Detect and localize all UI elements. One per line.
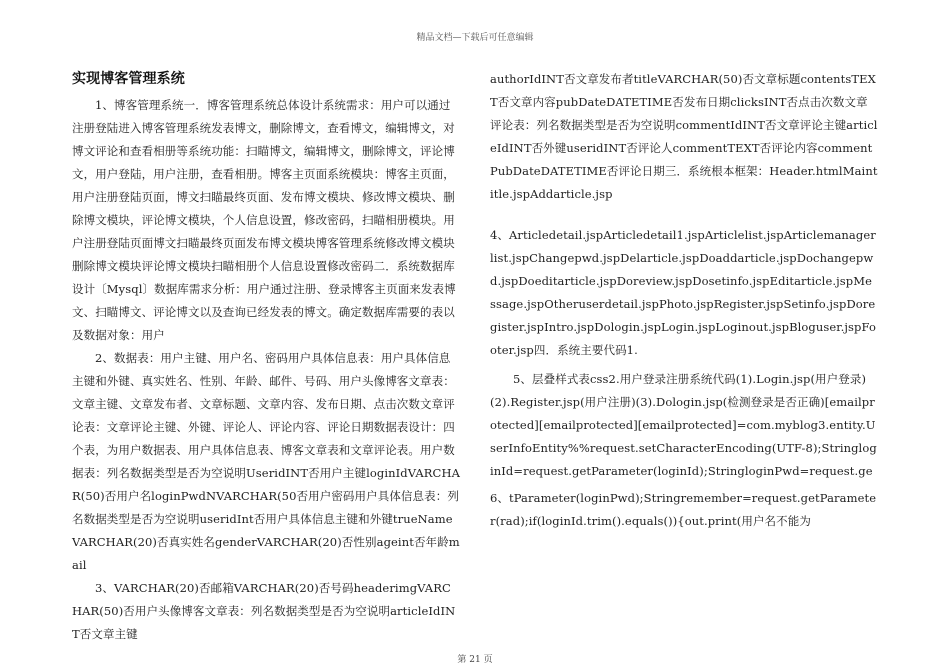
left-column: [72, 68, 460, 646]
paragraph-4: 4、Articledetail.jspArticledetail1.jspArticlelist.jspArticlemanagerlist.jspChangepwd.jspDelarticle.jspDoaddarticle.jspDochangepwd.jspDoeditarticle.jspDoreview.jspDosetinfo.jspEditarticle.jspMessage.jspOtheruserdetail.jspPhoto.jspRegister.jspSetinfo.jspDoregister.jspIntro.jspDologin.jspLogin.jspLoginout.jspBloguser.jspFooter.jsp四．系统主要代码1.: [490, 228, 876, 357]
paragraph-2: 2、数据表：用户主键、用户名、密码用户具体信息表：用户具体信息主键和外键、真实姓名、性别、年龄、邮件、号码、用户头像博客文章表：文章主键、文章发布者、文章标题、文章内容、发布日期、点击次数文章评论表：文章评论主键、外键、评论人、评论内容、评论日期数据表设计：四个表，为用户数据表、用户具体信息表、博客文章表和文章评论表。用户数据表：列名数据类型是否为空说明UseridINT否用户主键loginIdVARCHAR(50)否用户名loginPwdNVARCHAR(50否用户密码用户具体信息表：列名数据类型是否为空说明useridInt否用户具体信息主键和外键trueNameVARCHAR(20)否真实姓名genderVARCHAR(20)否性别ageint否年龄mail: [72, 351, 460, 572]
paragraph-6: 6、tParameter(loginPwd);Stringremember=request.getParameter(rad);if(loginId.trim().equals()){out.print(用户名不能为: [490, 491, 877, 528]
page-number: 第 21 页: [457, 655, 493, 665]
right-column: [490, 68, 878, 533]
paragraph-5: 5、层叠样式表css2.用户登录注册系统代码(1).Login.jsp(用户登录)(2).Register.jsp(用户注册)(3).Dologin.jsp(检测登录是否正确)[emailprotected][emailprotected][emailprotected]=com.myblog3.entity.UserInfoEntity%%request.setCharacterEncoding(UTF-8);StringloginId=request.getParameter(loginId);StringloginPwd=request.ge: [490, 372, 877, 478]
page-header: 精品文档—下载后可任意编辑: [416, 33, 534, 43]
paragraph-continuation: authorIdINT否文章发布者titleVARCHAR(50)否文章标题contentsTEXT否文章内容pubDateDATETIME否发布日期clicksINT否点击次数文章评论表：列名数据类型是否为空说明commentIdINT否文章评论主键articleIdINT否外键useridINT否评论人commentTEXT否评论内容commentPubDateDATETIME否评论日期三．系统根本框架：Header.htmlMaintitle.jspAddarticle.jsp: [490, 72, 878, 201]
document-title: 实现博客管理系统: [72, 71, 185, 87]
paragraph-1: 1、博客管理系统一．博客管理系统总体设计系统需求：用户可以通过注册登陆进入博客管理系统发表博文，删除博文，查看博文，编辑博文，对博文评论和查看相册等系统功能：扫瞄博文，编辑博文，删除博文，评论博文，用户登陆，用户注册，查看相册。博客主页面系统模块：博客主页面，用户注册登陆页面，博文扫瞄最终页面、发布博文模块、修改博文模块、删除博文模块，评论博文模块，个人信息设置，修改密码，扫瞄相册模块。用户注册登陆页面博文扫瞄最终页面发布博文模块博客管理系统修改博文模块删除博文模块评论博文模块扫瞄相册个人信息设置修改密码二．系统数据库设计〔Mysql〕数据库需求分析：用户通过注册、登录博客主页面来发表博文、扫瞄博文、评论博文以及查询已经发表的博文。确定数据库需要的表以及数据对象：用户: [72, 98, 456, 342]
paragraph-3: 3、VARCHAR(20)否邮箱VARCHAR(20)否号码headerimgVARCHAR(50)否用户头像博客文章表：列名数据类型是否为空说明articleIdINT否文章主键: [72, 581, 456, 641]
